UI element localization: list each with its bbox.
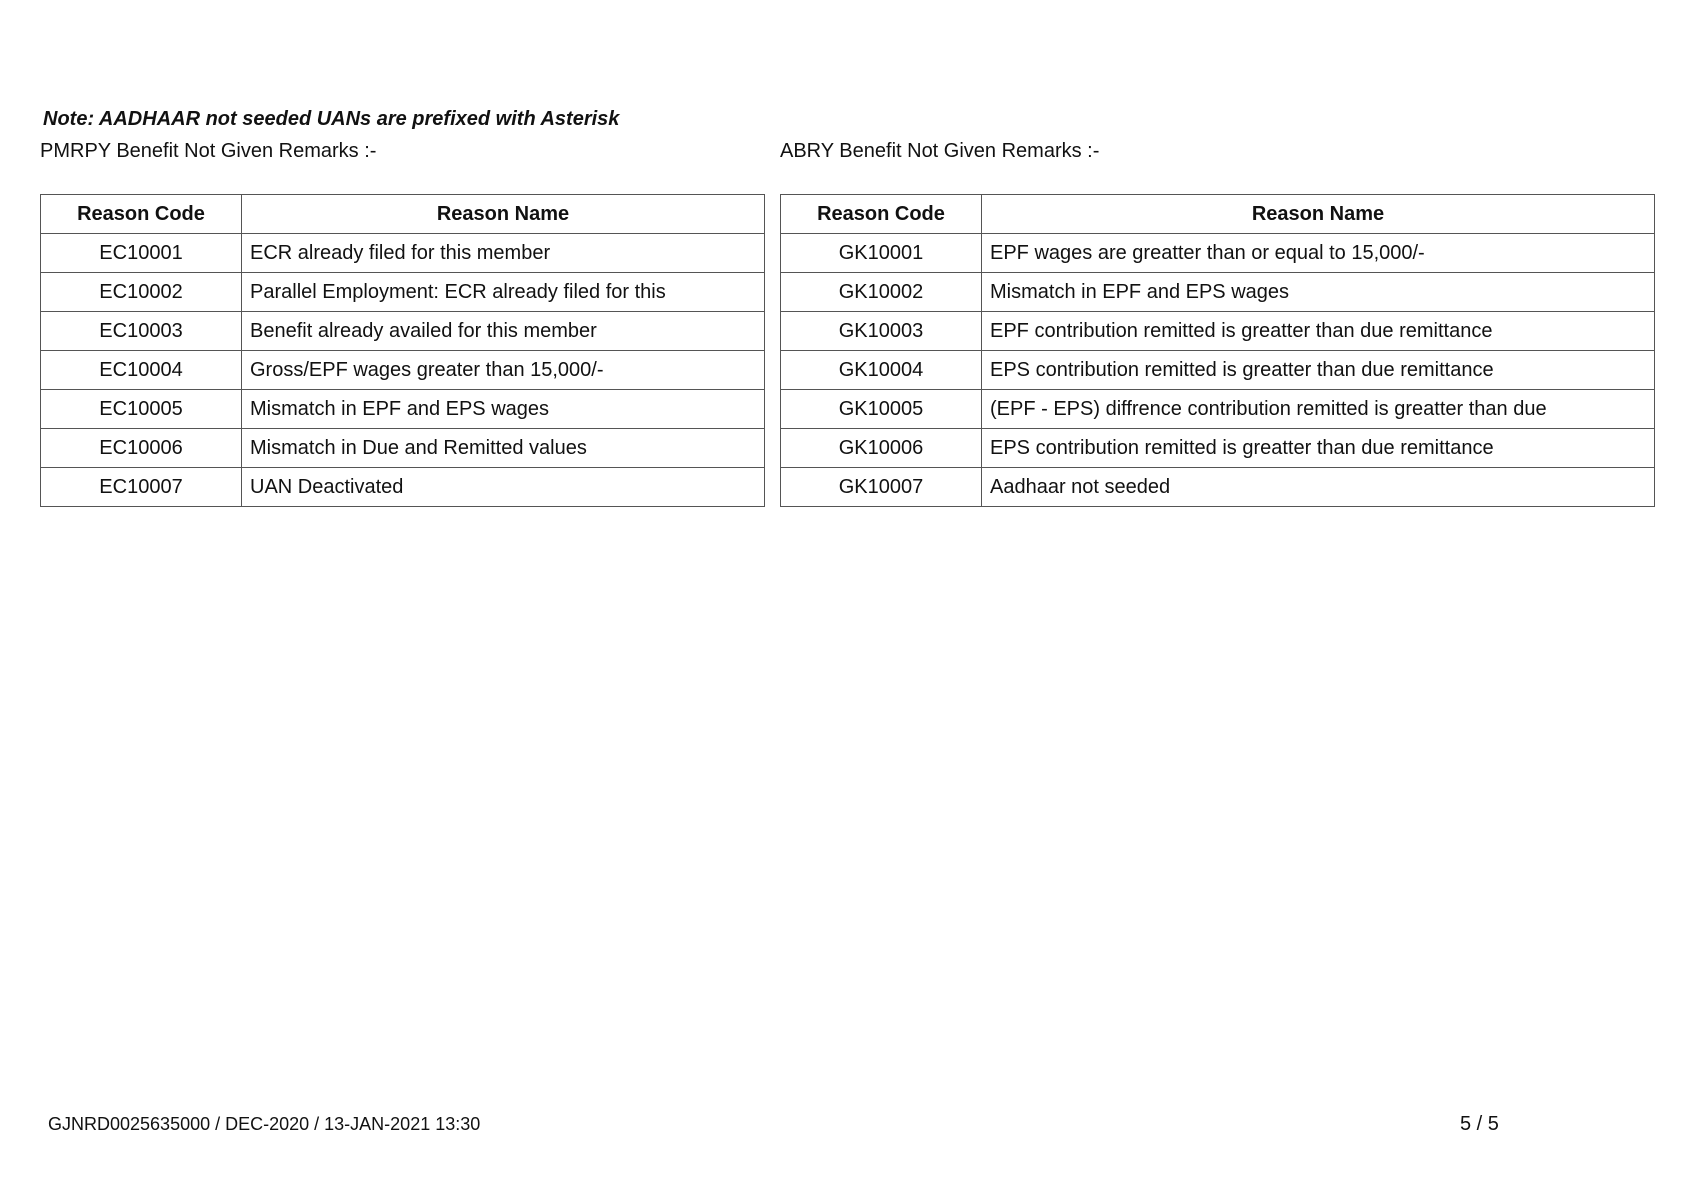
- reason-name-cell: (EPF - EPS) diffrence contribution remitted is greatter than due: [982, 390, 1655, 429]
- reason-code-cell: GK10006: [781, 429, 982, 468]
- table-row: [41, 312, 765, 351]
- reason-code-cell: EC10001: [41, 234, 242, 273]
- page-number: 5 / 5: [1460, 1113, 1499, 1135]
- reason-name-cell: Mismatch in EPF and EPS wages: [982, 273, 1655, 312]
- table-row: [41, 351, 765, 390]
- table-row: [781, 351, 1655, 390]
- reason-name-cell: EPS contribution remitted is greatter than due remittance: [982, 429, 1655, 468]
- reason-code-cell: EC10006: [41, 429, 242, 468]
- reason-code-cell: GK10005: [781, 390, 982, 429]
- reason-code-cell: GK10003: [781, 312, 982, 351]
- reason-name-header: Reason Name: [242, 195, 765, 234]
- reason-code-cell: GK10002: [781, 273, 982, 312]
- reason-code-cell: GK10007: [781, 468, 982, 507]
- reason-name-cell: Gross/EPF wages greater than 15,000/-: [242, 351, 765, 390]
- reason-code-header: Reason Code: [41, 195, 242, 234]
- reason-name-cell: Benefit already availed for this member: [242, 312, 765, 351]
- aadhaar-note: Note: AADHAAR not seeded UANs are prefixed with Asterisk: [43, 108, 620, 130]
- reason-name-cell: EPF wages are greatter than or equal to 15,000/-: [982, 234, 1655, 273]
- reason-code-cell: EC10005: [41, 390, 242, 429]
- reason-name-cell: UAN Deactivated: [242, 468, 765, 507]
- reason-name-cell: Mismatch in EPF and EPS wages: [242, 390, 765, 429]
- table-row: [781, 468, 1655, 507]
- reason-name-cell: EPF contribution remitted is greatter than due remittance: [982, 312, 1655, 351]
- reason-name-cell: ECR already filed for this member: [242, 234, 765, 273]
- reason-code-cell: EC10002: [41, 273, 242, 312]
- reason-name-cell: EPS contribution remitted is greatter than due remittance: [982, 351, 1655, 390]
- table-row: [41, 429, 765, 468]
- table-row: [781, 273, 1655, 312]
- reason-name-cell: Parallel Employment: ECR already filed for this: [242, 273, 765, 312]
- reason-code-header: Reason Code: [781, 195, 982, 234]
- reason-code-cell: GK10001: [781, 234, 982, 273]
- reason-code-cell: EC10004: [41, 351, 242, 390]
- table-row: [781, 312, 1655, 351]
- table-row: [41, 390, 765, 429]
- reason-name-header: Reason Name: [982, 195, 1655, 234]
- table-row: [781, 390, 1655, 429]
- table-row: [41, 273, 765, 312]
- table-header-row: [781, 195, 1655, 234]
- table-row: [41, 468, 765, 507]
- abry-section-title: ABRY Benefit Not Given Remarks :-: [780, 140, 1100, 162]
- footer-reference: GJNRD0025635000 / DEC-2020 / 13-JAN-2021 13:30: [48, 1114, 481, 1134]
- pmrpy-reason-table: [40, 194, 765, 507]
- table-row: [41, 234, 765, 273]
- table-header-row: [41, 195, 765, 234]
- reason-code-cell: GK10004: [781, 351, 982, 390]
- table-row: [781, 234, 1655, 273]
- pmrpy-section-title: PMRPY Benefit Not Given Remarks :-: [40, 140, 377, 162]
- reason-name-cell: Aadhaar not seeded: [982, 468, 1655, 507]
- reason-code-cell: EC10003: [41, 312, 242, 351]
- reason-name-cell: Mismatch in Due and Remitted values: [242, 429, 765, 468]
- abry-reason-table: [780, 194, 1655, 507]
- table-row: [781, 429, 1655, 468]
- reason-code-cell: EC10007: [41, 468, 242, 507]
